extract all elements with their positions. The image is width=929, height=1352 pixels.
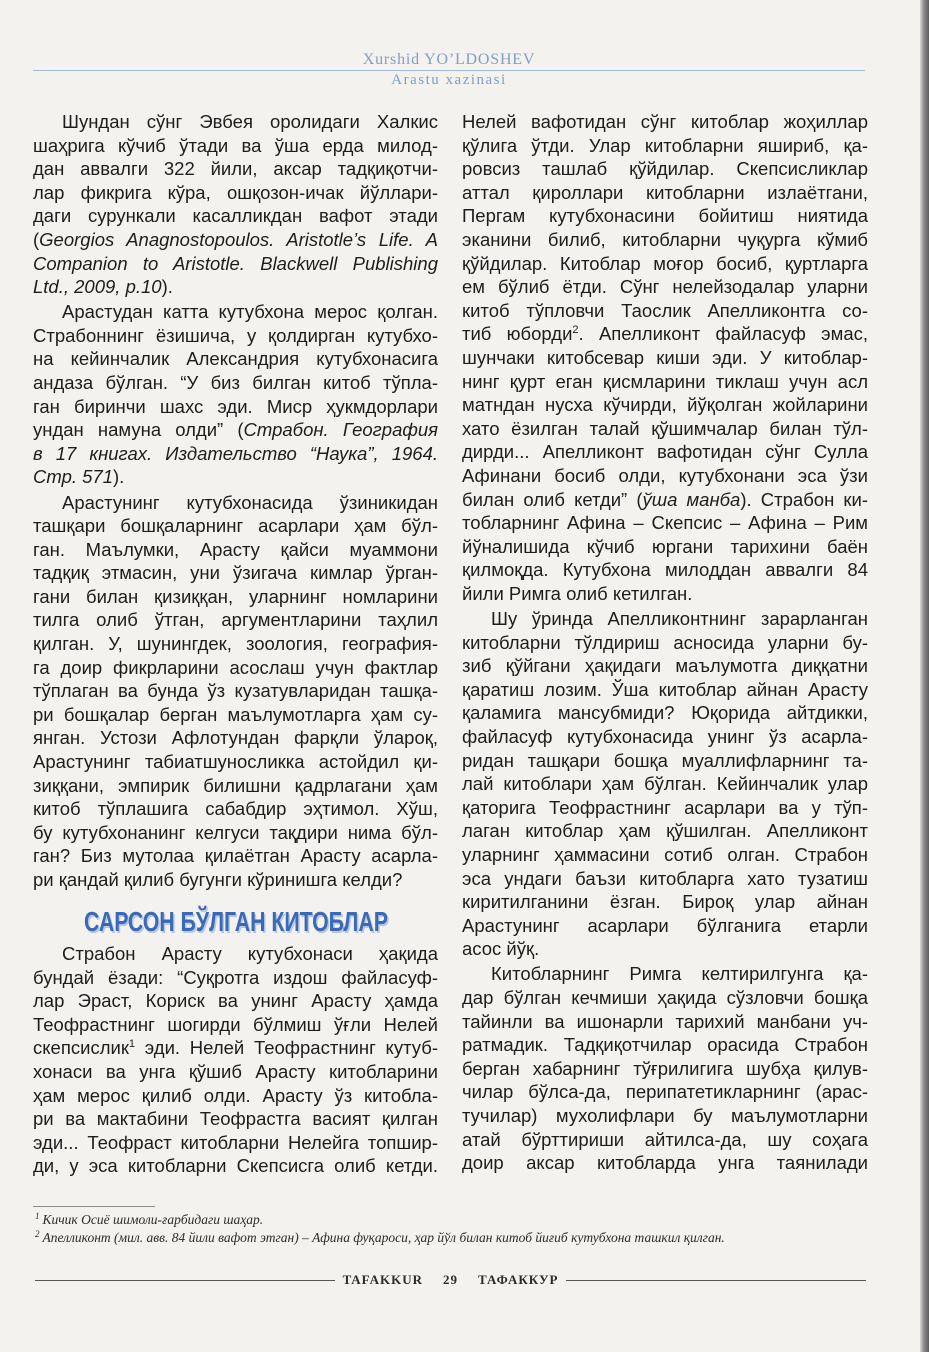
paragraph	[33, 110, 438, 299]
text-run: қилган. У, шунингдек, зоология, география-	[33, 633, 438, 655]
text-line	[462, 1104, 868, 1128]
text-line	[462, 299, 868, 323]
text-run: тилга олиб ўтган, аргументларини таҳлил	[33, 609, 438, 631]
text-run: матндан нусха кўчирди, йўқолган жойларини	[462, 394, 868, 416]
text-line	[33, 750, 438, 774]
text-run: Теофрастнинг шогирди бўлмиш ўғли Нелей	[33, 1013, 438, 1035]
text-run: ридан ташқари бошқа муаллифларнинг та-	[462, 749, 868, 771]
text-run: асос йўқ.	[462, 938, 540, 960]
text-line	[462, 322, 868, 346]
italic-citation: ўша манба	[642, 488, 741, 510]
footnote-reference: 2	[572, 324, 579, 337]
text-line	[33, 157, 438, 181]
text-line	[462, 252, 868, 276]
text-line	[33, 418, 438, 442]
text-run: ри бошқалар берган маълумотларга ҳам су-	[33, 703, 438, 725]
text-line	[33, 632, 438, 656]
text-line	[462, 819, 868, 843]
text-run: Шу ўринда Апелликонтнинг зарарланган	[491, 607, 868, 629]
page-edge-shadow	[920, 0, 929, 1352]
text-run: китоб тўплашига сабабдир эҳтимол. Хўш,	[33, 798, 438, 820]
text-line	[462, 654, 868, 678]
text-line	[33, 465, 438, 489]
text-line	[33, 942, 438, 966]
text-run: хато ёзилган талай қўшимчалар билан тўл-	[462, 417, 868, 439]
footnote-reference: 1	[128, 1038, 136, 1051]
text-run: ган? Биз мутолаа қилаётган Арасту асарла-	[33, 845, 438, 867]
text-column-right	[462, 110, 868, 1175]
text-line	[33, 1131, 438, 1155]
paragraph	[462, 962, 868, 1174]
text-run: Арастунинг табиатшуносликка астойдил қи-	[33, 751, 438, 773]
text-line	[33, 395, 438, 419]
text-line	[462, 796, 868, 820]
text-line	[33, 514, 438, 538]
text-run: бундай ёзади: “Суқротга издош файласуф-	[33, 966, 438, 988]
text-run: лаган китоблар ҳам қўшилган. Апелликонт	[462, 820, 868, 842]
text-line	[462, 370, 868, 394]
text-run: эканини билиб, китобларни чуқурга кўмиб	[462, 228, 868, 250]
text-run: ган. Маълумки, Арасту қайси муаммони	[33, 538, 438, 560]
italic-citation: Страбон. География	[243, 419, 438, 441]
text-line	[33, 1060, 438, 1084]
text-line	[33, 656, 438, 680]
text-run: қўйдилар. Китоблар моғор босиб, қуртларга	[462, 252, 868, 274]
text-run: йили Римга олиб кетилган.	[462, 582, 693, 604]
text-run: китоб тўпловчи Таослик Апелликонтга со-	[462, 299, 868, 321]
text-run: эди... Теофраст китобларни Нелейга топшир-	[33, 1131, 438, 1153]
footnote-mark: 1	[35, 1211, 40, 1221]
text-line	[462, 725, 868, 749]
text-run: ри қандай қилиб бугунги кўринишга келди?	[33, 869, 403, 890]
text-line	[462, 558, 868, 582]
text-run: янган. Устози Афлотундан фарқли ўлароқ,	[33, 727, 438, 749]
text-run: файласуф кутубхонасида унинг ўз асарла-	[462, 725, 868, 747]
text-line	[33, 1107, 438, 1131]
text-line	[462, 417, 868, 441]
paragraph	[33, 942, 438, 1178]
text-line	[33, 679, 438, 703]
text-run: доир аксар китобларда унга таянилади	[462, 1152, 868, 1174]
footnote-2	[35, 1229, 855, 1247]
text-line	[33, 181, 438, 205]
text-line	[462, 1151, 868, 1175]
text-line	[33, 703, 438, 727]
text-line	[462, 228, 868, 252]
paragraph	[33, 300, 438, 489]
text-run: ).	[113, 466, 125, 488]
text-line	[33, 989, 438, 1013]
text-line	[33, 1084, 438, 1108]
text-line	[462, 937, 868, 961]
text-run: дан аввалги 322 йили, аксар тадқиқотчи-	[33, 158, 438, 180]
text-line	[33, 300, 438, 324]
text-run: Китобларнинг Римга келтирилгунга қа-	[491, 963, 868, 985]
text-run: китобларни тўлдириш асносида уларни бу-	[462, 631, 868, 653]
text-line	[462, 867, 868, 891]
magazine-name-latin: TAFAKKUR	[342, 1272, 424, 1287]
text-line	[33, 204, 438, 228]
text-run: Пергам кутубхонасини бойитиш ниятида	[462, 205, 868, 227]
text-run: билан олиб кетди” (	[462, 488, 643, 510]
text-run: қаламига мансубмиди? Юқорида айтдикки,	[462, 702, 868, 724]
text-run: эди. Нелей Теофрастнинг кутуб-	[135, 1037, 438, 1059]
text-line	[462, 204, 868, 228]
text-line	[462, 631, 868, 655]
text-run: бу кутубхонанинг келгуси тақдири нима бўл-	[33, 821, 438, 843]
text-line	[33, 275, 438, 299]
text-line	[33, 585, 438, 609]
footer-rule-right	[566, 1280, 866, 1281]
italic-citation: Companion to Aristotle. Blackwell Publishing	[33, 252, 438, 274]
text-line	[462, 393, 868, 417]
text-line	[33, 228, 438, 252]
text-line	[462, 511, 868, 535]
text-line	[462, 157, 868, 181]
text-line	[33, 797, 438, 821]
text-line	[33, 134, 438, 158]
text-run: Страбоннинг ёзишича, у қолдирган кутубхо-	[33, 324, 438, 346]
text-run: ташқари бошқаларнинг асарлари ҳам бўл-	[33, 515, 438, 537]
paragraph	[462, 110, 868, 605]
text-run: ).	[161, 276, 173, 298]
text-run: тадқиқ этмасин, уни ўзигача кимлар ўрган-	[33, 562, 438, 584]
text-run: (	[33, 228, 40, 250]
text-run: йўналишида кўчиб юргани тарихини баён	[462, 535, 868, 557]
paragraph	[462, 607, 868, 961]
text-run: нинг қурт еган қисмларини тиклаш учун асл	[462, 370, 868, 392]
text-line	[462, 1057, 868, 1081]
text-line	[462, 914, 868, 938]
text-line	[33, 110, 438, 134]
text-line	[33, 491, 438, 515]
text-run: киритилганини ёзган. Бироқ улар айнан	[462, 891, 868, 913]
text-line	[462, 1033, 868, 1057]
text-run: аттал қироллари китобларни излаётгани,	[462, 181, 868, 203]
footnote-mark: 2	[35, 1229, 40, 1239]
text-line	[462, 843, 868, 867]
paragraph	[33, 491, 438, 892]
text-run: гани билан қизиққан, уларнинг номларини	[33, 585, 438, 607]
text-run: Шундан сўнг Эвбея оролидаги Халкис	[62, 111, 438, 132]
section-heading	[33, 892, 438, 937]
text-run: уларнинг ҳаммасини сотиб олган. Страбон	[462, 843, 868, 865]
text-line	[33, 371, 438, 395]
text-line	[462, 607, 868, 631]
text-line	[33, 561, 438, 585]
text-run: қаторига Теофрастнинг асарлари ва у тўп-	[462, 796, 868, 818]
text-run: эса ундаги баъзи китобларга хато тузатиш	[462, 867, 868, 889]
text-run: лар фикрига кўра, ошқозон-ичак йўллари-	[33, 181, 438, 203]
text-line	[33, 966, 438, 990]
text-run: Арастунинг кутубхонасида ўзиникидан	[62, 491, 438, 513]
text-run: даги сурункали касалликдан вафот этади	[33, 205, 438, 227]
text-line	[462, 701, 868, 725]
text-line	[33, 774, 438, 798]
text-run: ундан намуна олди” (	[33, 419, 244, 441]
text-line	[462, 1010, 868, 1034]
text-run: ҳам мерос қилиб олди. Арасту ўз китобла-	[33, 1084, 438, 1106]
footnote-1	[35, 1211, 855, 1229]
text-run: лай китоблари ҳам бўлган. Кейинчалик улар	[462, 773, 868, 795]
footnote-text: Кичик Осиё шимоли-ғарбидаги шаҳар.	[42, 1212, 264, 1227]
page-footer	[35, 1270, 866, 1290]
text-run: атай бўрттириши айтилса-да, шу соҳага	[462, 1128, 868, 1150]
text-run: шаҳрига кўчиб ўтади ва ўша ерда милод-	[33, 134, 438, 156]
text-line	[33, 1154, 438, 1178]
text-run: тўплаган ва бунда ўз кузатувларидан ташқа-	[33, 680, 438, 702]
text-run: шунчаки китобсевар киши эди. У китоблар-	[462, 346, 868, 368]
text-run: қилмоқда. Кутубхона милоддан аввалги 84	[462, 559, 868, 581]
text-line	[462, 464, 868, 488]
text-line	[33, 1013, 438, 1037]
text-run: ровсиз ташлаб қўйдилар. Скепсисликлар	[462, 158, 868, 180]
text-run: қаратиш лозим. Ўша китоблар айнан Арасту	[462, 678, 868, 700]
text-line	[462, 488, 868, 512]
italic-citation: Стр. 571	[33, 466, 113, 488]
magazine-name-cyrillic: ТАФАККУР	[478, 1272, 559, 1287]
header-author: Xurshid YO’LDOSHEV	[362, 51, 536, 68]
italic-citation: в 17 книгах. Издательство “Наука”, 1964.	[33, 442, 438, 464]
text-run: ратмадик. Тадқиқотчилар орасида Страбон	[462, 1034, 868, 1056]
footer-rule-left	[35, 1280, 335, 1281]
text-line	[462, 110, 868, 134]
text-run: га доир фикрларини асослаш учун фактлар	[33, 656, 438, 678]
footnote-rule	[33, 1206, 155, 1207]
text-run: на кейинчалик Александрия кутубхонасига	[33, 348, 438, 370]
text-line	[462, 986, 868, 1010]
header-rule	[33, 70, 865, 71]
italic-citation: Georgios Anagnostopoulos. Aristotle’s Life. A	[39, 228, 438, 250]
text-run: Арастунинг асарлари бўлганига етарли	[462, 914, 868, 936]
text-line	[33, 844, 438, 868]
text-line	[462, 772, 868, 796]
text-line	[462, 678, 868, 702]
text-column-left	[33, 110, 438, 1178]
text-line	[33, 347, 438, 371]
text-line	[462, 1128, 868, 1152]
text-line	[33, 324, 438, 348]
text-run: ри ва мактабини Теофрастга васият қилган	[33, 1108, 438, 1130]
text-line	[33, 538, 438, 562]
text-line	[33, 252, 438, 276]
text-run: Нелей вафотидан сўнг китоблар жоҳиллар	[462, 111, 868, 132]
text-run: ган биринчи шахс эди. Миср ҳукмдорлари	[33, 395, 438, 417]
text-line	[33, 608, 438, 632]
text-run: зиққани, эмпирик билишни қадрлагани ҳам	[33, 774, 438, 796]
text-run: андаза бўлган. “У биз билган китоб тўпла-	[33, 372, 438, 394]
text-line	[462, 962, 868, 986]
text-line	[33, 726, 438, 750]
page-number: 29	[443, 1272, 459, 1287]
text-line	[462, 440, 868, 464]
text-line	[462, 346, 868, 370]
text-line	[462, 582, 868, 606]
text-run: лар Эраст, Кориск ва унинг Арасту ҳамда	[33, 990, 438, 1012]
text-line	[462, 890, 868, 914]
text-line	[33, 821, 438, 845]
text-run: Страбон Арасту кутубхонаси ҳақида	[62, 943, 438, 965]
text-run: хонаси ва унга қўшиб Арасту китобларини	[33, 1061, 438, 1083]
text-line	[462, 749, 868, 773]
text-line	[462, 181, 868, 205]
text-run: зиб қўйгани ҳақидаги маълумотга диққатни	[462, 655, 868, 677]
text-line	[462, 134, 868, 158]
section-heading-text: САРСОН БЎЛГАН КИТОБЛАР	[83, 905, 388, 937]
text-run: скепсислик	[33, 1037, 129, 1059]
text-line	[33, 868, 438, 892]
text-run: Арастудан катта кутубхона мерос қолган.	[62, 301, 438, 323]
text-run: тиб юборди	[462, 323, 573, 345]
text-run: тобларнинг Афина – Скепсис – Афина – Рим	[462, 512, 868, 534]
text-run: дирди... Апелликонт вафотидан сўнг Сулла	[462, 441, 868, 463]
text-run: ди, у эса китобларни Скепсисга олиб кетди.	[33, 1155, 438, 1177]
text-run: тайинли ва ишонарли тарихий манбани уч-	[462, 1010, 868, 1032]
text-line	[462, 1080, 868, 1104]
text-run: ). Страбон ки-	[740, 488, 868, 510]
text-run: Афинани босиб олди, кутубхонани эса ўзи	[462, 464, 868, 486]
text-run: . Апелликонт файласуф эмас,	[578, 323, 868, 345]
text-run: чилар бўлса-да, перипатетикларнинг (арас-	[462, 1081, 868, 1103]
text-run: қўлига ўтди. Улар китобларни яшириб, қа-	[462, 134, 868, 156]
text-run: дар бўлган кечмиши ҳақида сўзловчи бошқа	[462, 986, 868, 1008]
italic-citation: Ltd., 2009, p.10	[33, 276, 162, 298]
text-line	[462, 535, 868, 559]
text-line	[462, 275, 868, 299]
text-line	[33, 1036, 438, 1060]
header-section-title: Arastu xazinasi	[391, 72, 507, 88]
text-line	[33, 442, 438, 466]
footnote-text: Апелликонт (мил. авв. 84 йили вафот этган) – Афина фуқароси, ҳар йўл билан китоб йиғиб кутубхона ташкил қилган.	[42, 1230, 725, 1245]
text-run: ем бўлиб ётди. Сўнг нелейзодалар уларни	[462, 276, 868, 298]
text-run: берган хабарнинг тўғрилигига шубҳа қилув-	[462, 1057, 868, 1079]
text-run: тучилар) мухолифлари бу маълумотларни	[462, 1104, 868, 1126]
